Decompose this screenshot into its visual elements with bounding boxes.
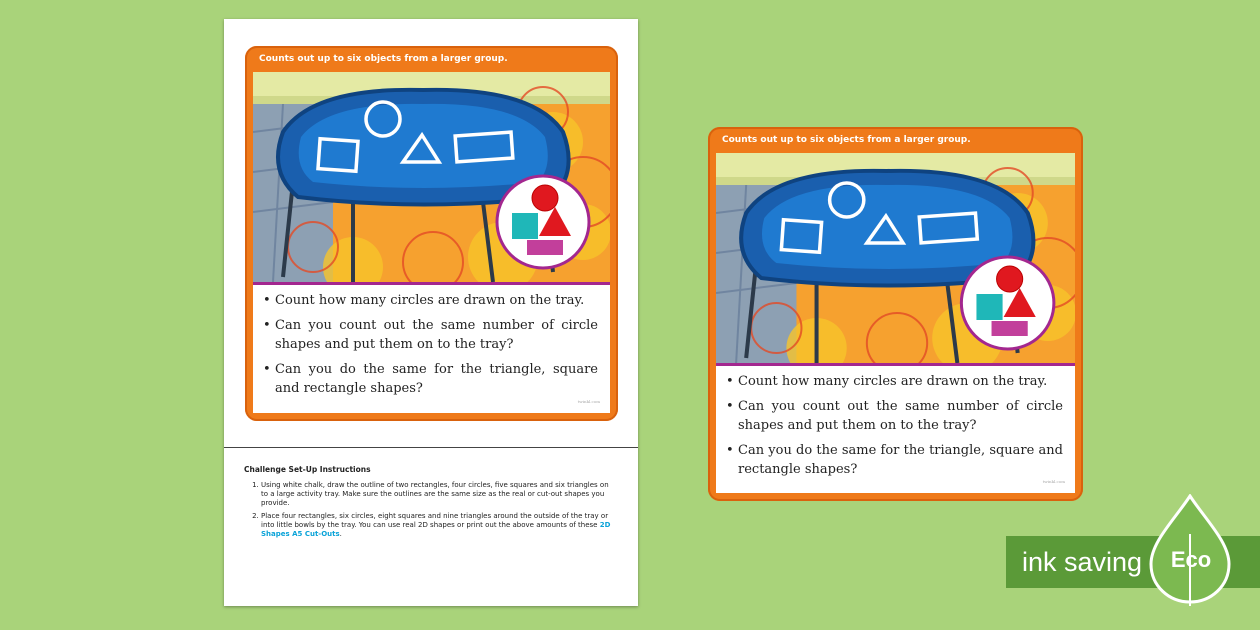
card-header: Counts out up to six objects from a larger group. <box>259 54 508 64</box>
tray-illustration <box>253 72 610 282</box>
activity-card <box>245 46 618 421</box>
setup-step: 2. Place four rectangles, six circles, eight squares and nine triangles around the outside of the tray or into little bowls by the tray. You can use real 2D shapes or print out the above amounts of these 2D Shapes A5 Cut-Outs. <box>261 512 616 539</box>
footer-mark: twinkl.com <box>1042 479 1065 484</box>
ink-saving-label: ink saving <box>1022 547 1143 577</box>
card-questions <box>716 363 1075 493</box>
question-item: • Can you do the same for the triangle, square and rectangle shapes? <box>726 441 1063 479</box>
cutouts-link[interactable]: 2D Shapes A5 Cut-Outs <box>261 521 611 538</box>
question-item: • Can you do the same for the triangle, square and rectangle shapes? <box>263 360 598 398</box>
tray-illustration <box>716 153 1075 363</box>
activity-card-preview <box>708 127 1083 501</box>
eco-label: Eco <box>1170 547 1212 572</box>
question-item: • Count how many circles are drawn on the tray. <box>263 291 598 310</box>
question-item: • Count how many circles are drawn on the tray. <box>726 372 1063 391</box>
card-header: Counts out up to six objects from a larger group. <box>722 135 971 145</box>
activity-sheet-page <box>224 19 638 606</box>
setup-instructions <box>244 465 616 543</box>
setup-title: Challenge Set-Up Instructions <box>244 465 371 474</box>
question-item: • Can you count out the same number of circle shapes and put them on to the tray? <box>263 316 598 354</box>
footer-mark: twinkl.com <box>577 399 600 404</box>
question-item: • Can you count out the same number of circle shapes and put them on to the tray? <box>726 397 1063 435</box>
page-divider <box>224 447 638 448</box>
setup-step: 1. Using white chalk, draw the outline of two rectangles, four circles, five squares and six triangles on to a large activity tray. Make sure the outlines are the same size as the real or cut-out shapes you provide. <box>261 481 616 508</box>
card-questions <box>253 282 610 413</box>
